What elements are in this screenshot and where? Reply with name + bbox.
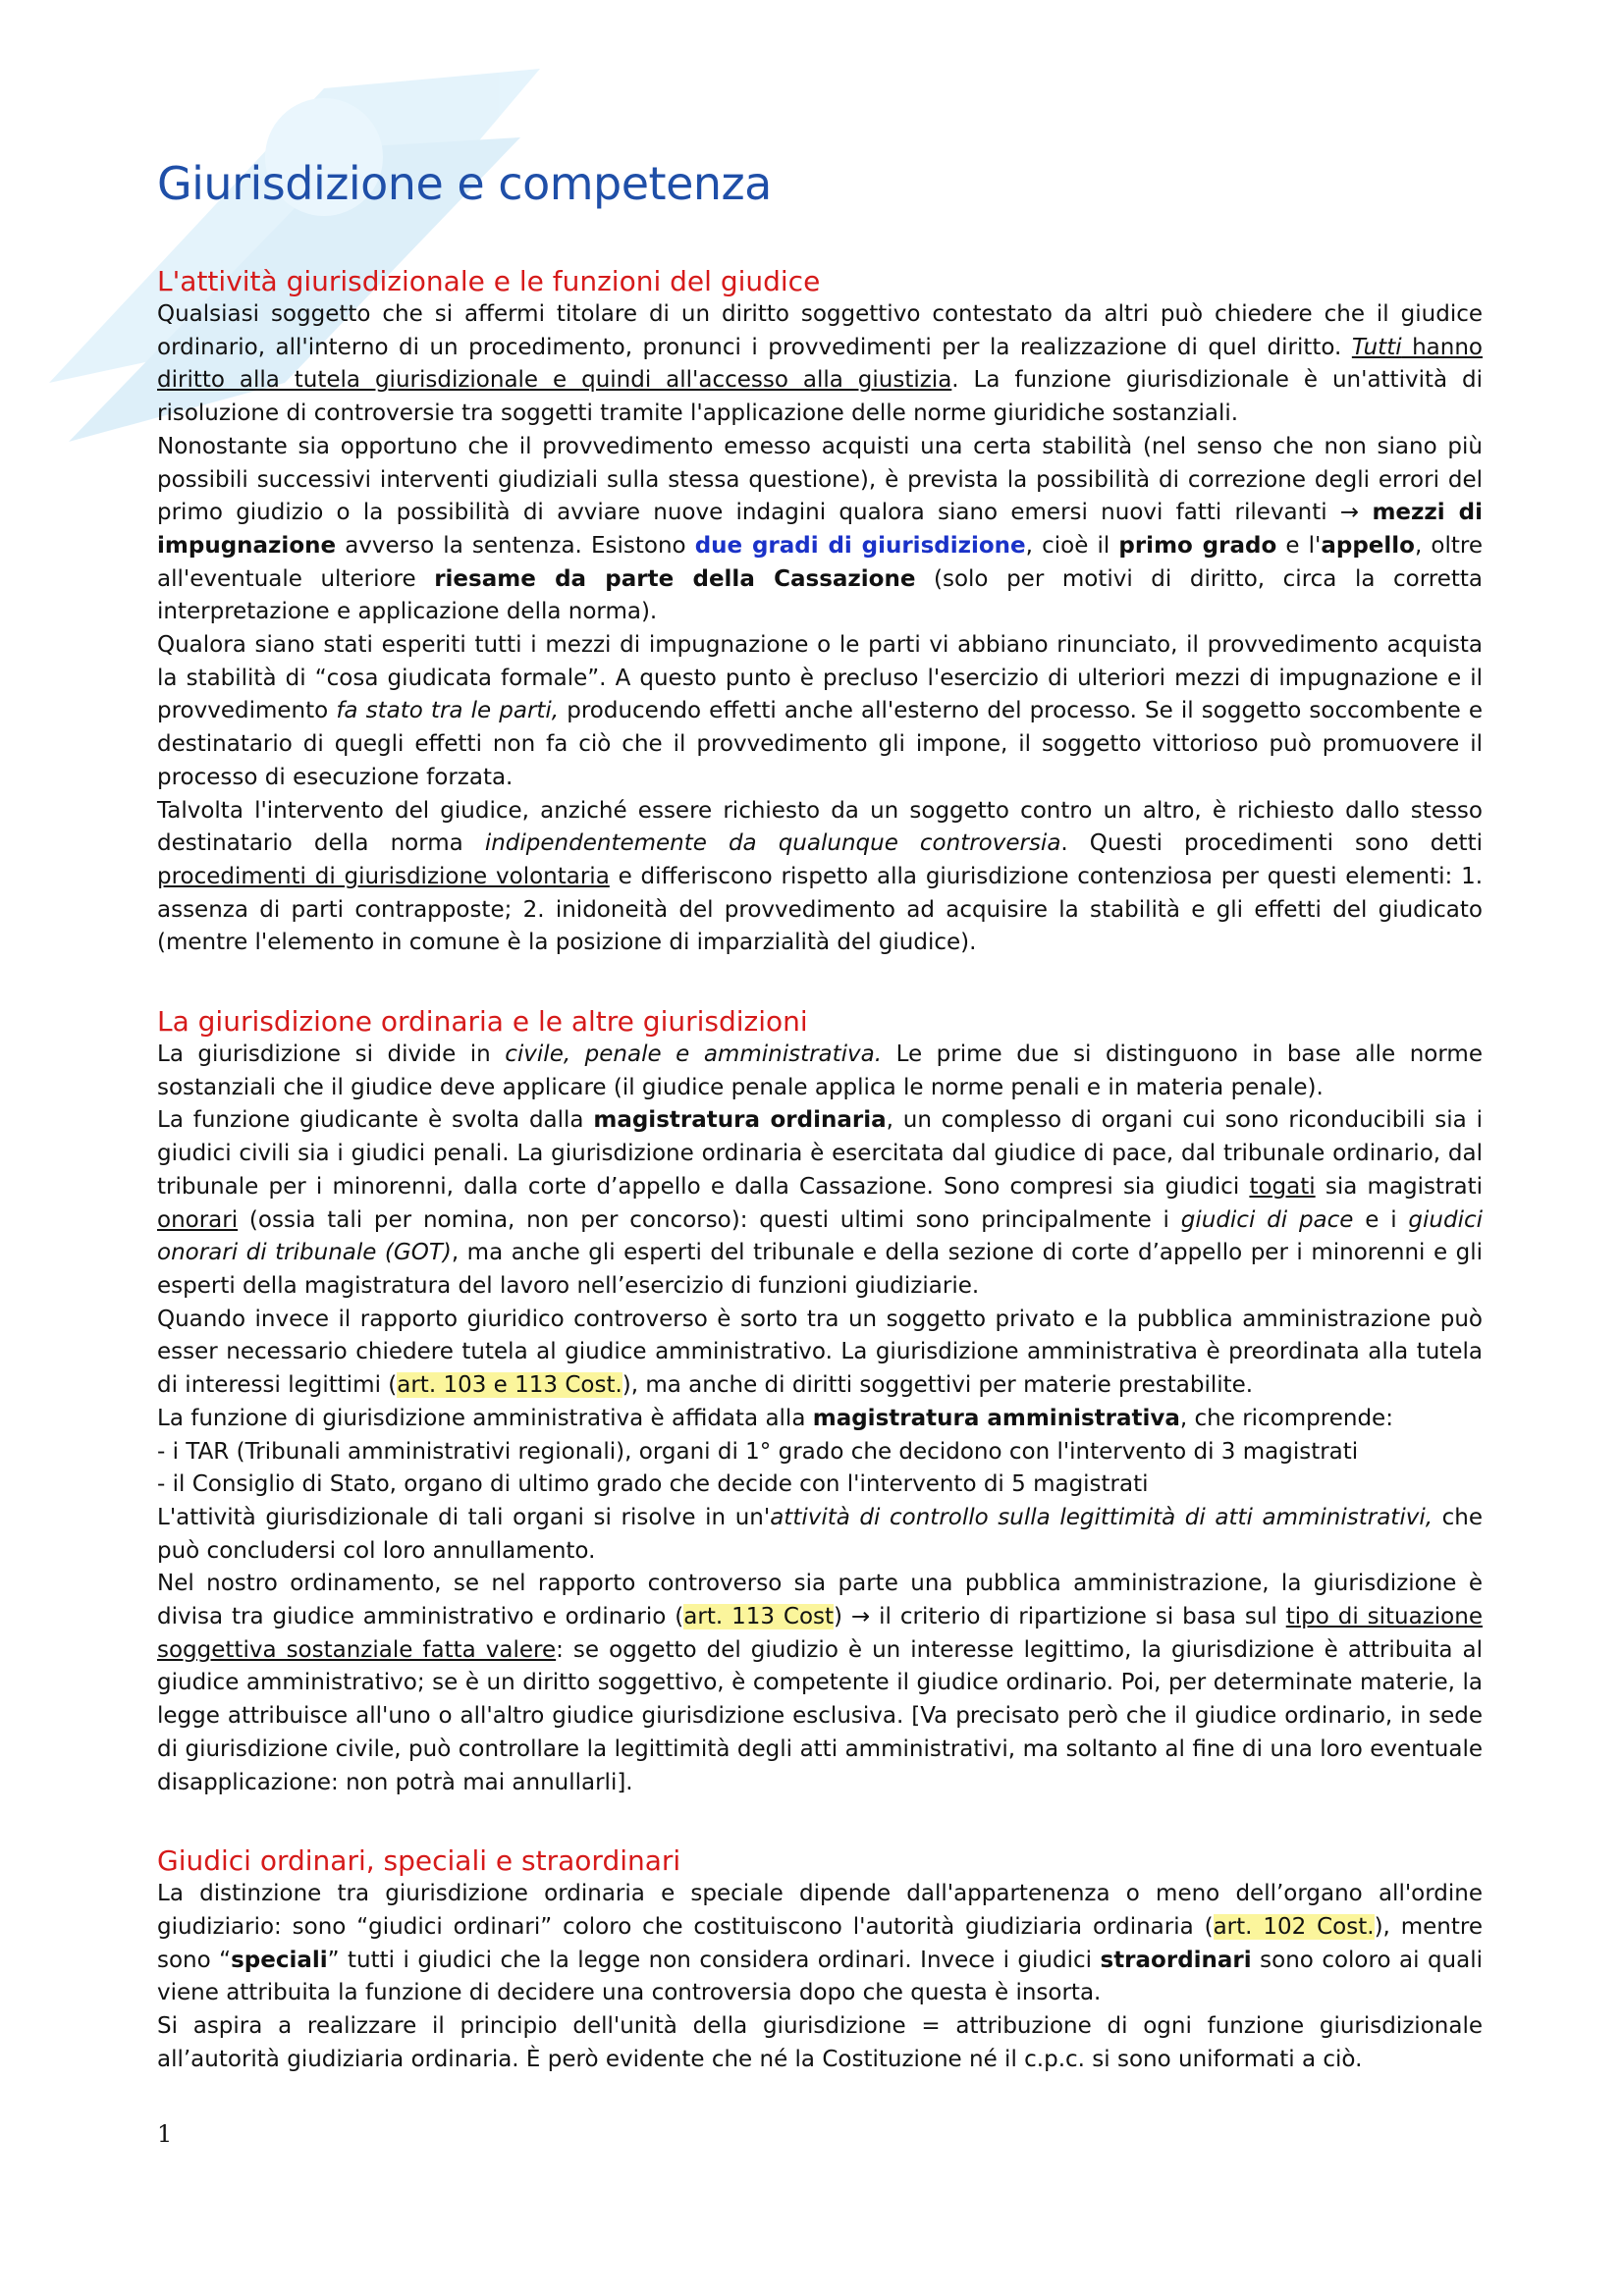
page-title: Giurisdizione e competenza [157,157,772,210]
text-run: Qualsiasi soggetto che si affermi titolare di un diritto soggettivo contestato da altri può chiedere che il giudice ordinario, all'interno di un procedimento, pronunci i provvedimenti per la realizzazione di quel diritto. [157,301,1483,360]
text-run: civile, penale e amministrativa. [505,1041,883,1068]
text-run: appello [1321,532,1415,559]
text-run: Si aspira a realizzare il principio dell'unità della giurisdizione = attribuzione di ogni funzione giurisdizionale all’autorità giudiziaria ordinaria. È però evidente che né la Costituzione né il c.p.c. si sono uniformati a ciò. [157,2013,1483,2072]
text-run: sono coloro ai quali viene attribuita la funzione di decidere una controversia dopo che questa è insorta. [157,1947,1483,2006]
text-run: art. 103 e 113 Cost. [397,1372,622,1399]
text-run: sia magistrati [1315,1173,1483,1200]
text-run: speciali [231,1947,328,1973]
text-run: attività di controllo sulla legittimità di atti amministrativi, [770,1504,1434,1530]
section [157,1005,1483,1799]
text-run: - il Consiglio di Stato, organo di ultimo grado che decide con l'intervento di 5 magistrati [157,1471,1149,1498]
text-run: magistratura amministrativa [812,1405,1180,1431]
paragraph [157,1104,1483,1303]
text-run: Talvolta l'intervento del giudice, anziché essere richiesto da un soggetto contro un altro, è richiesto dallo stesso destinatario della norma [157,797,1483,857]
paragraph [157,431,1483,629]
paragraph [157,1878,1483,2010]
section [157,1844,1483,2076]
text-run: - i TAR (Tribunali amministrativi regionali), organi di 1° grado che decidono con l'intervento di 3 magistrati [157,1438,1359,1465]
text-run: tipo di situazione soggettiva sostanziale fatta valere [157,1604,1483,1663]
text-run: mezzi di impugnazione [157,500,1483,559]
text-run: Nonostante sia opportuno che il provvedimento emesso acquisti una certa stabilità (nel senso che non siano più possibili successivi interventi giudiziali sulla stessa questione), è prevista la possibilità di correzione degli errori del primo giudizio o la possibilità di avviare nuove indagini qualora siano emersi nuovi fatti rilevanti → [157,433,1483,526]
text-run: La distinzione tra giurisdizione ordinaria e speciale dipende dall'appartenenza o meno dell’organo all'ordine giudiziario: sono “giudici ordinari” coloro che costituiscono l'autorità giudiziaria ordinaria ( [157,1881,1483,1940]
paragraph [157,1502,1483,1568]
text-run: indipendentemente da qualunque controversia [484,830,1061,857]
text-run: ) → il criterio di ripartizione si basa sul [834,1604,1286,1630]
paragraph [157,2010,1483,2076]
text-run: due gradi di giurisdizione [694,532,1026,559]
text-run: e l' [1276,532,1322,559]
text-run: ), ma anche di diritti soggettivi per materie prestabilite. [622,1372,1254,1399]
paragraph [157,1403,1483,1502]
text-run: hanno diritto alla tutela giurisdizionale e quindi all'accesso alla giustizia [157,334,1483,394]
text-run: primo grado [1118,532,1277,559]
text-run: . Questi procedimenti sono detti [1060,830,1483,857]
paragraph [157,298,1483,431]
text-run: (solo per motivi di diritto, circa la corretta interpretazione e applicazione della norma). [157,565,1483,625]
text-run: che può concludersi col loro annullamento. [157,1504,1483,1564]
text-run: , cioè il [1025,532,1119,559]
text-run: , oltre all'eventuale ulteriore [157,532,1483,592]
text-run: producendo effetti anche all'esterno del processo. Se il soggetto soccombente e destinatario di quegli effetti non fa ciò che il provvedimento gli impone, il soggetto vittorioso può promuovere il processo di esecuzione forzata. [157,698,1483,790]
document-body [157,265,1483,2076]
text-run: La funzione giudicante è svolta dalla [157,1107,594,1134]
paragraph [157,1568,1483,1799]
text-run: ), mentre sono “ [157,1913,1483,1973]
text-run: avverso la sentenza. Esistono [336,532,695,559]
text-run: (ossia tali per nomina, non per concorso): questi ultimi sono principalmente i [238,1206,1181,1233]
text-run: straordinari [1100,1947,1252,1973]
text-run: , un complesso di organi cui sono riconducibili sia i giudici civili sia i giudici penali. La giurisdizione ordinaria è esercitata dal giudice di pace, dal tribunale ordinario, dal tribunale per i minorenni, dalla corte d’appello e dalla Cassazione. Sono compresi sia giudici [157,1107,1483,1200]
text-run: ” tutti i giudici che la legge non considera ordinari. Invece i giudici [327,1947,1101,1973]
text-run: Quando invece il rapporto giuridico controverso è sorto tra un soggetto privato e la pubblica amministrazione può esser necessario chiedere tutela al giudice amministrativo. La giurisdizione amministrativa è preordinata alla tutela di interessi legittimi ( [157,1306,1483,1399]
text-run: art. 113 Cost [683,1604,835,1630]
paragraph [157,1304,1483,1403]
text-run: art. 102 Cost. [1213,1913,1375,1940]
section-heading: L'attività giurisdizionale e le funzioni del giudice [157,265,821,297]
text-run: fa stato tra le parti, [336,698,560,724]
text-run: , che ricomprende: [1179,1405,1393,1431]
text-run: La giurisdizione si divide in [157,1041,506,1068]
text-run: giudici di pace [1180,1206,1354,1233]
paragraph [157,1039,1483,1104]
text-run: e i [1353,1206,1409,1233]
text-run: magistratura ordinaria [593,1107,887,1134]
paragraph [157,795,1483,961]
text-run: Nel nostro ordinamento, se nel rapporto controverso sia parte una pubblica amministrazione, la giurisdizione è divisa tra giudice amministrativo e ordinario ( [157,1571,1483,1630]
text-run: L'attività giurisdizionale di tali organi si risolve in un' [157,1504,771,1530]
page-number: 1 [157,2120,173,2148]
section-heading: Giudici ordinari, speciali e straordinari [157,1844,681,1878]
text-run: La funzione di giurisdizione amministrativa è affidata alla [157,1405,813,1431]
text-run: procedimenti di giurisdizione volontaria [157,863,610,889]
text-run: togati [1249,1173,1316,1200]
section-heading: La giurisdizione ordinaria e le altre giurisdizioni [157,1005,808,1039]
text-run: onorari [157,1206,239,1233]
text-run: . La funzione giurisdizionale è un'attività di risoluzione di controversie tra soggetti tramite l'applicazione delle norme giuridiche sostanziali. [157,367,1484,427]
text-run: e differiscono rispetto alla giurisdizione contenziosa per questi elementi: 1. assenza di parti contrapposte; 2. inidoneità del provvedimento ad acquisire la stabilità e gli effetti del giudicato (mentre l'elemento in comune è la posizione di imparzialità del giudice). [157,863,1484,956]
text-run: riesame da parte della Cassazione [434,565,916,592]
section [157,265,1483,960]
text-run: Qualora siano stati esperiti tutti i mezzi di impugnazione o le parti vi abbiano rinunciato, il provvedimento acquista la stabilità di “cosa giudicata formale”. A questo punto è precluso l'esercizio di ulteriori mezzi di impugnazione e il provvedimento [157,632,1483,724]
text-run: giudici onorari di tribunale (GOT) [157,1206,1483,1266]
document-page [157,157,1483,2121]
text-run: Le prime due si distinguono in base alle norme sostanziali che il giudice deve applicare (il giudice penale applica le norme penali e in materia penale). [157,1041,1483,1100]
paragraph [157,629,1483,795]
text-run: : se oggetto del giudizio è un interesse legittimo, la giurisdizione è attribuita al giudice amministrativo; se è un diritto soggettivo, è competente il giudice ordinario. Poi, per determinate materie, la legge attribuisce all'uno o all'altro giudice giurisdizione esclusiva. [Va precisato però che il giudice ordinario, in sede di giurisdizione civile, può controllare la legittimità degli atti amministrativi, ma soltanto al fine di una loro eventuale disapplicazione: non potrà mai annullarli]. [157,1636,1483,1795]
text-run: , ma anche gli esperti del tribunale e della sezione di corte d’appello per i minorenni e gli esperti della magistratura del lavoro nell’esercizio di funzioni giudiziarie. [157,1240,1483,1299]
text-run: Tutti [1351,334,1402,360]
